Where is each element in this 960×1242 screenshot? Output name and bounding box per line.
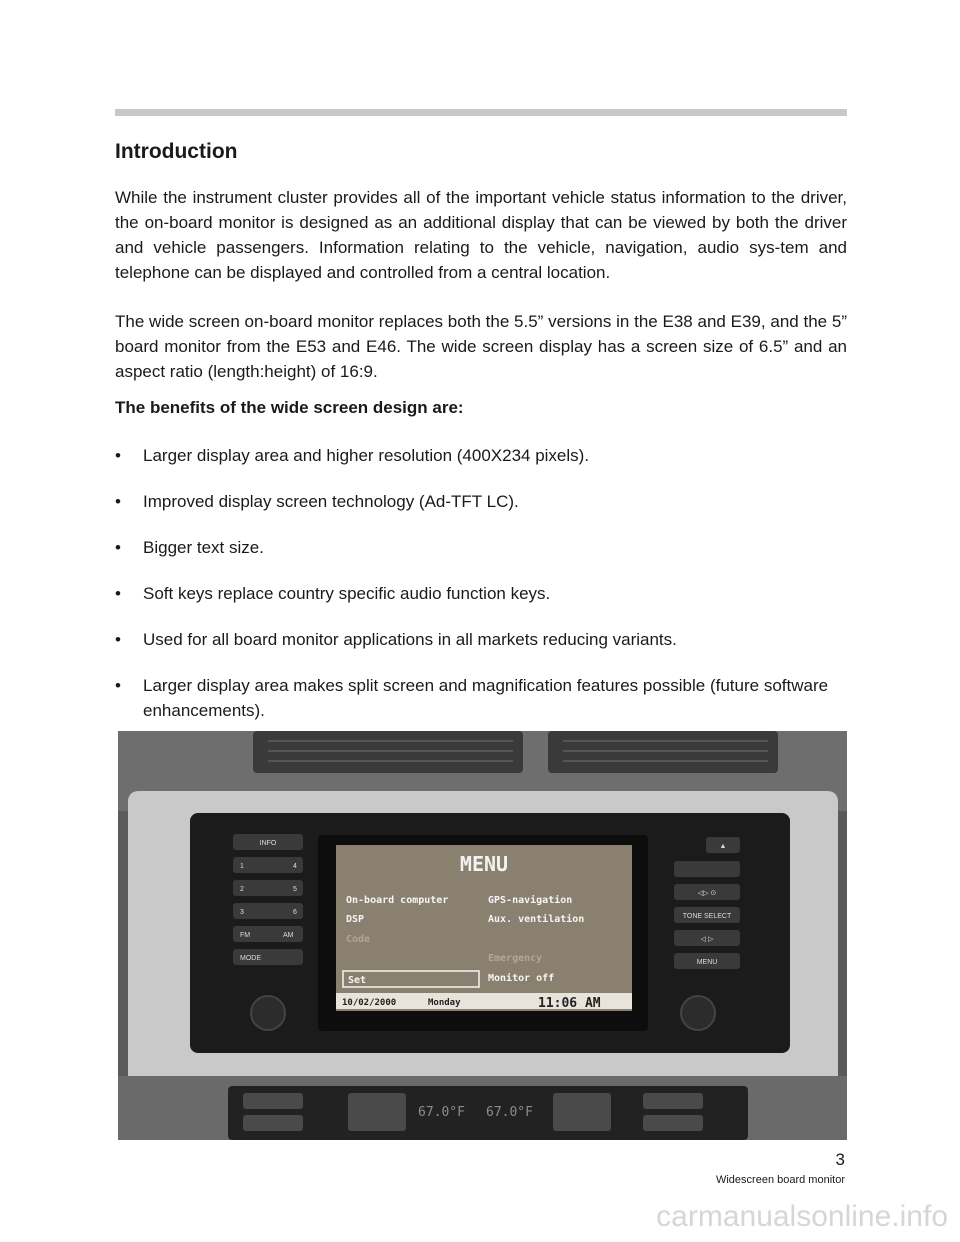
- left-button-label: 2: [240, 886, 244, 893]
- menu-right-item: Monitor off: [488, 973, 555, 984]
- list-item: [115, 673, 847, 723]
- left-button-label: 4: [293, 863, 297, 870]
- svg-text:▲: ▲: [719, 843, 727, 850]
- list-item: [115, 627, 847, 652]
- list-item-text: Larger display area makes split screen and magnification features possible (future software enhancements).: [143, 676, 829, 720]
- menu-right-item: GPS-navigation: [488, 895, 573, 906]
- left-button-label: INFO: [259, 840, 277, 847]
- tone-select-label: TONE SELECT: [682, 913, 732, 920]
- header-rule: [115, 109, 847, 116]
- list-item-text: Larger display area and higher resolution (400X234 pixels).: [143, 446, 590, 465]
- footer-label: Widescreen board monitor: [715, 1174, 845, 1186]
- intro-paragraph-1: While the instrument cluster provides all of the important vehicle status information to the driver, the on-board monitor is designed as an additional display that can be viewed by both the driver and vehicle passengers. Information relating to the vehicle, navigation, audio sys-tem and telephone can be displayed and controlled from a central location.: [115, 188, 847, 282]
- menu-button-label: MENU: [696, 959, 718, 966]
- left-button-label: FM: [240, 932, 251, 939]
- list-item: [115, 535, 847, 560]
- left-button-label: 5: [293, 886, 297, 893]
- list-item-text: Used for all board monitor applications in all markets reducing variants.: [143, 630, 677, 649]
- menu-left-item: Set: [348, 975, 367, 986]
- left-button-label: 6: [293, 909, 297, 916]
- status-day: Monday: [428, 998, 461, 1008]
- status-time: 11:06 AM: [538, 996, 601, 1011]
- list-item-text: Bigger text size.: [143, 538, 264, 557]
- list-item: [115, 581, 847, 606]
- status-date: 10/02/2000: [342, 998, 397, 1008]
- list-item: [115, 489, 847, 514]
- bullet-icon: •: [115, 538, 121, 557]
- svg-text:◁▷ ⊙: ◁▷ ⊙: [697, 890, 717, 897]
- watermark: carmanualsonline.info: [656, 1200, 948, 1233]
- bullet-icon: •: [115, 584, 121, 603]
- list-item-text: Soft keys replace country specific audio function keys.: [143, 584, 551, 603]
- benefits-list: [115, 443, 847, 744]
- benefits-heading: The benefits of the wide screen design are:: [115, 398, 464, 417]
- menu-right-item: Emergency: [488, 953, 543, 964]
- board-monitor-photo: [118, 731, 847, 1140]
- left-button-label: 3: [240, 909, 244, 916]
- list-item: [115, 443, 847, 468]
- bullet-icon: •: [115, 676, 121, 695]
- menu-right-item: Aux. ventilation: [488, 914, 585, 925]
- bullet-icon: •: [115, 492, 121, 511]
- climate-left-temp: 67.0°F: [418, 1105, 465, 1120]
- menu-left-item: DSP: [346, 914, 365, 925]
- screen-title: MENU: [459, 852, 509, 876]
- left-button-label: AM: [283, 932, 294, 939]
- bullet-icon: •: [115, 630, 121, 649]
- menu-left-item: On-board computer: [346, 895, 449, 906]
- left-button-label: MODE: [240, 955, 261, 962]
- left-button-label: 1: [240, 863, 244, 870]
- climate-right-temp: 67.0°F: [486, 1105, 533, 1120]
- intro-paragraph-2: The wide screen on-board monitor replaces both the 5.5” versions in the E38 and E39, and the 5” board monitor from the E53 and E46. The wide screen display has a screen size of 6.5” and an aspect ratio (length:height) of 16:9.: [115, 312, 847, 381]
- svg-text:◁ ▷: ◁ ▷: [700, 936, 714, 943]
- list-item-text: Improved display screen technology (Ad-TFT LC).: [143, 492, 519, 511]
- menu-left-item: Code: [346, 934, 371, 945]
- bullet-icon: •: [115, 446, 121, 465]
- section-title: Introduction: [115, 140, 238, 163]
- page-number: 3: [835, 1150, 845, 1169]
